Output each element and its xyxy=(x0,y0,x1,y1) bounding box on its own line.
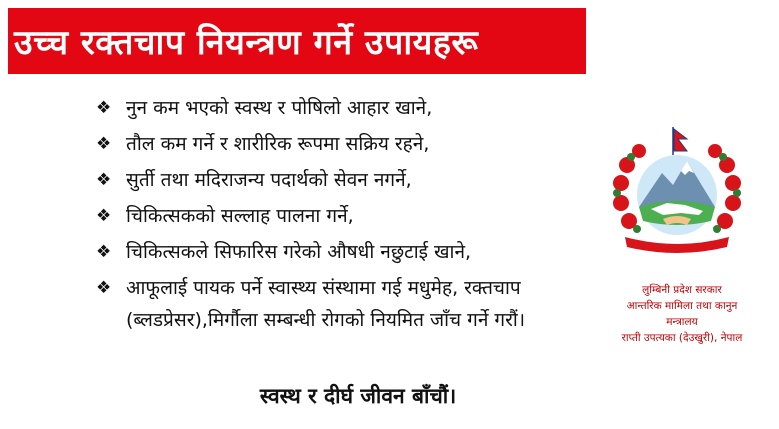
nepal-emblem-icon xyxy=(607,125,747,255)
diamond-bullet-icon: ❖ xyxy=(96,98,112,118)
office-line-location: राप्ती उपत्यका (देउखुरी), नेपाल xyxy=(621,332,743,344)
tip-text: तौल कम गर्ने र शारीरिक रूपमा सक्रिय रहने, xyxy=(126,133,430,155)
tips-list xyxy=(96,92,576,340)
tip-text: चिकित्सकको सल्लाह पालना गर्ने, xyxy=(126,205,354,227)
office-line-ministry-cont: मन्त्रालय xyxy=(666,316,698,328)
list-item xyxy=(96,92,576,124)
tagline: स्वस्थ र दीर्घ जीवन बाँचौं। xyxy=(259,384,457,408)
list-item xyxy=(96,200,576,232)
list-item xyxy=(96,236,576,268)
list-item xyxy=(96,128,576,160)
tip-text: चिकित्सकले सिफारिस गरेको औषधी नछुटाई खाने, xyxy=(126,241,472,263)
list-item xyxy=(96,272,576,336)
tip-text: नुन कम भएको स्वस्थ र पोषिलो आहार खाने, xyxy=(126,97,433,119)
office-line-ministry: आन्तरिक मामिला तथा कानुन xyxy=(626,300,738,312)
diamond-bullet-icon: ❖ xyxy=(96,278,112,298)
diamond-bullet-icon: ❖ xyxy=(96,242,112,262)
diamond-bullet-icon: ❖ xyxy=(96,170,112,190)
diamond-bullet-icon: ❖ xyxy=(96,206,112,226)
diamond-bullet-icon: ❖ xyxy=(96,134,112,154)
tip-text: आफूलाई पायक पर्ने स्वास्थ्य संस्थामा गई मधुमेह, रक्तचाप (ब्लडप्रेसर),मिर्गौला सम्बन्धी रोगको नियमित जाँच गर्ने गरौं। xyxy=(126,277,526,331)
list-item xyxy=(96,164,576,196)
office-line-province: लुम्बिनी प्रदेश सरकार xyxy=(642,284,722,296)
title-banner xyxy=(8,8,586,74)
ministry-address xyxy=(602,282,762,346)
page-title: उच्च रक्तचाप नियन्त्रण गर्ने उपायहरू xyxy=(14,23,479,63)
tip-text: सुर्ती तथा मदिराजन्य पदार्थको सेवन नगर्ने, xyxy=(126,169,412,191)
